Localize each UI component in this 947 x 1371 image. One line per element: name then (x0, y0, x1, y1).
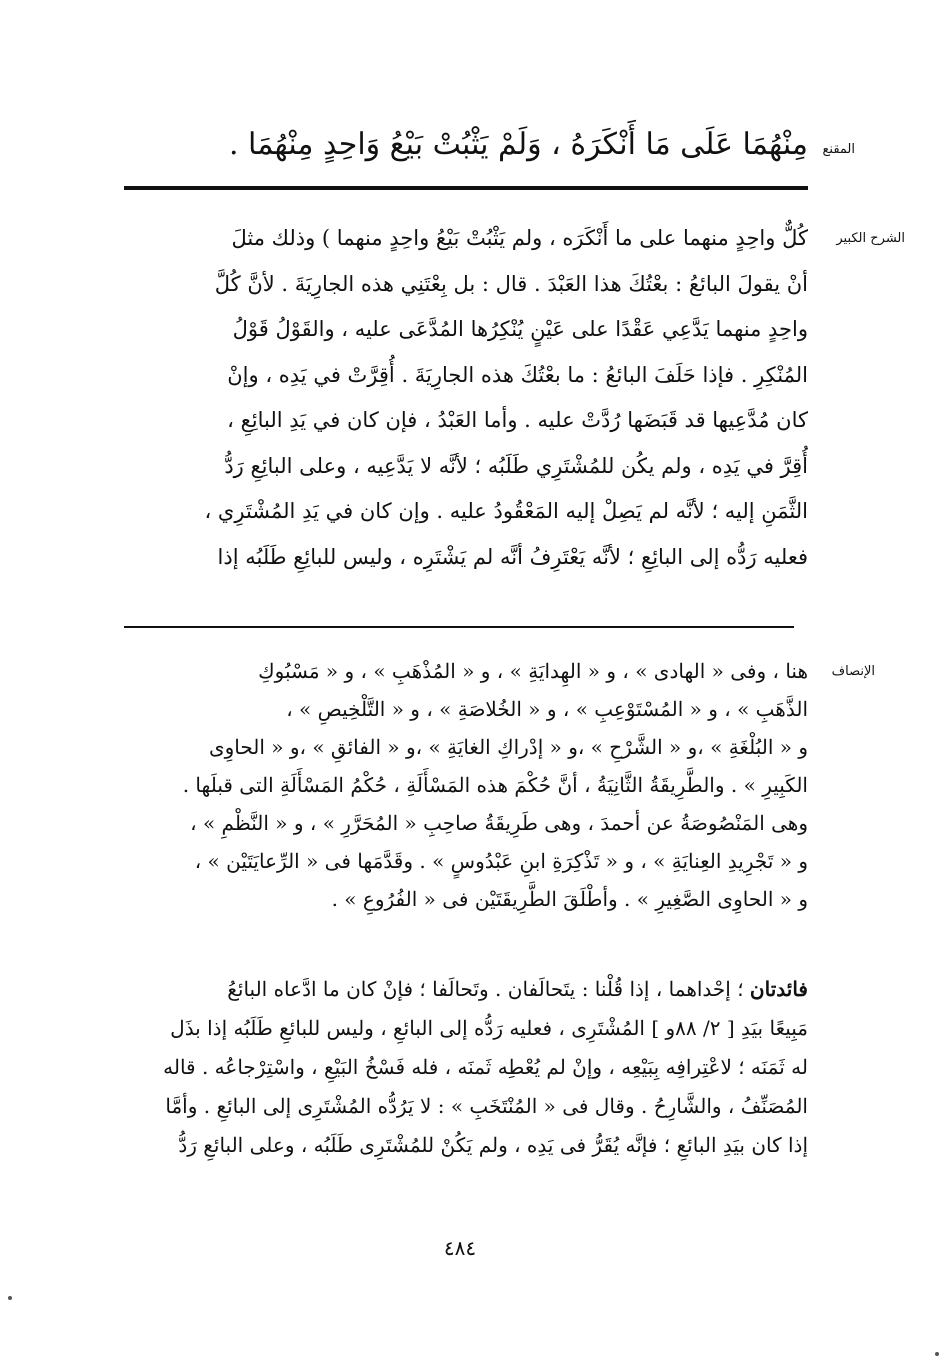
fawaid-heading: فائدتان (749, 977, 808, 1001)
fawaid-line: له ثَمَنَه ؛ لاعْتِرافِه بِبَيْعِه ، وإنْ لم يُعْطِه ثَمنَه ، فله فَسْخُ البَيْعِ ، واسْتِرْجاعُه . قاله (163, 1055, 808, 1079)
insaf-line: الكَبِيرِ » . والطَّرِيقَةُ الثَّانِيَةُ ، أنَّ حُكْمَ هذه المَسْأَلَةِ ، حُكْمُ المَسْأَلَةِ التى قبلَها . (182, 773, 808, 797)
insaf-line: وهى المَنْصُوصَةُ عن أحمدَ ، وهى طَرِيقَةُ صاحِبِ « المُحَرَّرِ » ، و « النَّظْمِ » ، (190, 811, 808, 835)
scan-speck (8, 1296, 12, 1300)
section-label-muqni: المقنع (822, 142, 855, 157)
insaf-line: و « تَجْرِيدِ العِنايَةِ » ، و « تَذْكِرَةِ ابنِ عَبْدُوسٍ » . وقَدَّمَها فى « الرِّعايَتَيْن » ، (194, 849, 808, 873)
fawaid-line: مَبِيعًا بيَدِ [ ٢/ ٨٨و ] المُشْتَرِى ، فعليه رَدُّه إلى البائعِ ، وليس للبائعِ طَلَبُه إذا بذَل (170, 1016, 808, 1040)
sharh-text (118, 216, 808, 580)
muqni-text (200, 118, 808, 172)
insaf-line: و « البُلْغَةِ » ،و « الشَّرْحِ » ،و « إدْراكِ الغايَةِ » ،و « الفائقِ » ،و « الحاوِى (208, 735, 808, 759)
sharh-line: أُقِرَّ في يَدِه ، ولم يكُن للمُشْتَرِي طَلَبُه ؛ لأنَّه لا يَدَّعِيه ، وعلى البائِعِ رَدُّ (224, 453, 808, 478)
sharh-line: فعليه رَدُّه إلى البائِعِ ؛ لأنَّه يَعْتَرِفُ أنَّه لم يَشْتَرِه ، وليس للبائِعِ طَلَبُه إذا (217, 544, 808, 569)
section-label-insaf: الإنصاف (831, 664, 875, 679)
insaf-line: الذَّهَبِ » ، و « المُسْتَوْعِبِ » ، و « الخُلاصَةِ » ، و « التَّلْخِيصِ » ، (286, 697, 808, 721)
sharh-line: كُلٌّ واحِدٍ منهما على ما أَنْكَرَه ، ولم يَثْبُتْ بَيْعُ واحِدٍ منهما ) وذلك مثلَ (231, 226, 808, 250)
sharh-line: كان مُدَّعِيها قد قَبَضَها رُدَّتْ عليه . وأما العَبْدُ ، فإن كان في يَدِ البائِعِ ، (227, 408, 808, 432)
fawaid-paragraph (118, 970, 808, 1165)
section-label-sharh: الشرح الكبير (836, 231, 905, 246)
sharh-line: أنْ يقولَ البائعُ : بعْتُكَ هذا العَبْدَ . قال : بل بِعْتَنِي هذه الجارِيَةَ . لأنَّ كُلَّ (214, 271, 808, 296)
insaf-line: هنا ، وفى « الهادى » ، و « الهِدايَةِ » ، و « المُذْهَبِ » ، و « مَسْبُوكِ (258, 659, 808, 683)
insaf-text (118, 652, 808, 918)
sharh-line: الثَّمَنِ إليه ؛ لأنَّه لم يَصِلْ إليه المَعْقُودُ عليه . وإن كان في يَدِ المُشْتَرِي ، (204, 499, 808, 523)
fawaid-first-line (118, 970, 808, 1009)
fawaid-line: المُصَنِّفُ ، والشَّارِحُ . وقال فى « المُنْتَخَبِ » : لا يَرُدُّه المُشْتَرِى إلى البائعِ . وأمَّا (165, 1094, 808, 1118)
section-divider-thin (124, 626, 794, 628)
scan-speck (935, 1352, 939, 1356)
fawaid-first-line-text: ؛ إحْداهما ، إذا قُلْنا : يتَحالَفان . وتَحالَفا ؛ فإنْ كان ما ادَّعاه البائعُ (227, 977, 750, 1001)
insaf-line: و « الحاوِى الصَّغِيرِ » . وأطْلَقَ الطَّرِيقَتَيْن فى « الفُرُوعِ » . (331, 887, 808, 911)
page-number: ٤٨٤ (443, 1236, 477, 1260)
fawaid-line: إذا كان بيَدِ البائعِ ؛ فإنَّه يُقَرُّ فى يَدِه ، ولم يَكُنْ للمُشْتَرِى طَلَبُه ، وعلى البائعِ رَدُّ (178, 1133, 808, 1157)
sharh-line: واحِدٍ منهما يَدَّعِي عَقْدًا على عَيْنٍ يُنْكِرُها المُدَّعَى عليه ، والقَوْلُ قَوْلُ (232, 317, 808, 341)
section-divider-thick (124, 186, 808, 190)
muqni-line: مِنْهُمَا عَلَى مَا أَنْكَرَهُ ، وَلَمْ يَثْبُتْ بَيْعُ وَاحِدٍ مِنْهُمَا . (228, 127, 808, 162)
sharh-line: المُنْكِرِ . فإذا حَلَفَ البائعُ : ما بعْتُكَ هذه الجارِيَةَ . أُقِرَّتْ في يَدِه ، وإنْ (227, 362, 808, 387)
